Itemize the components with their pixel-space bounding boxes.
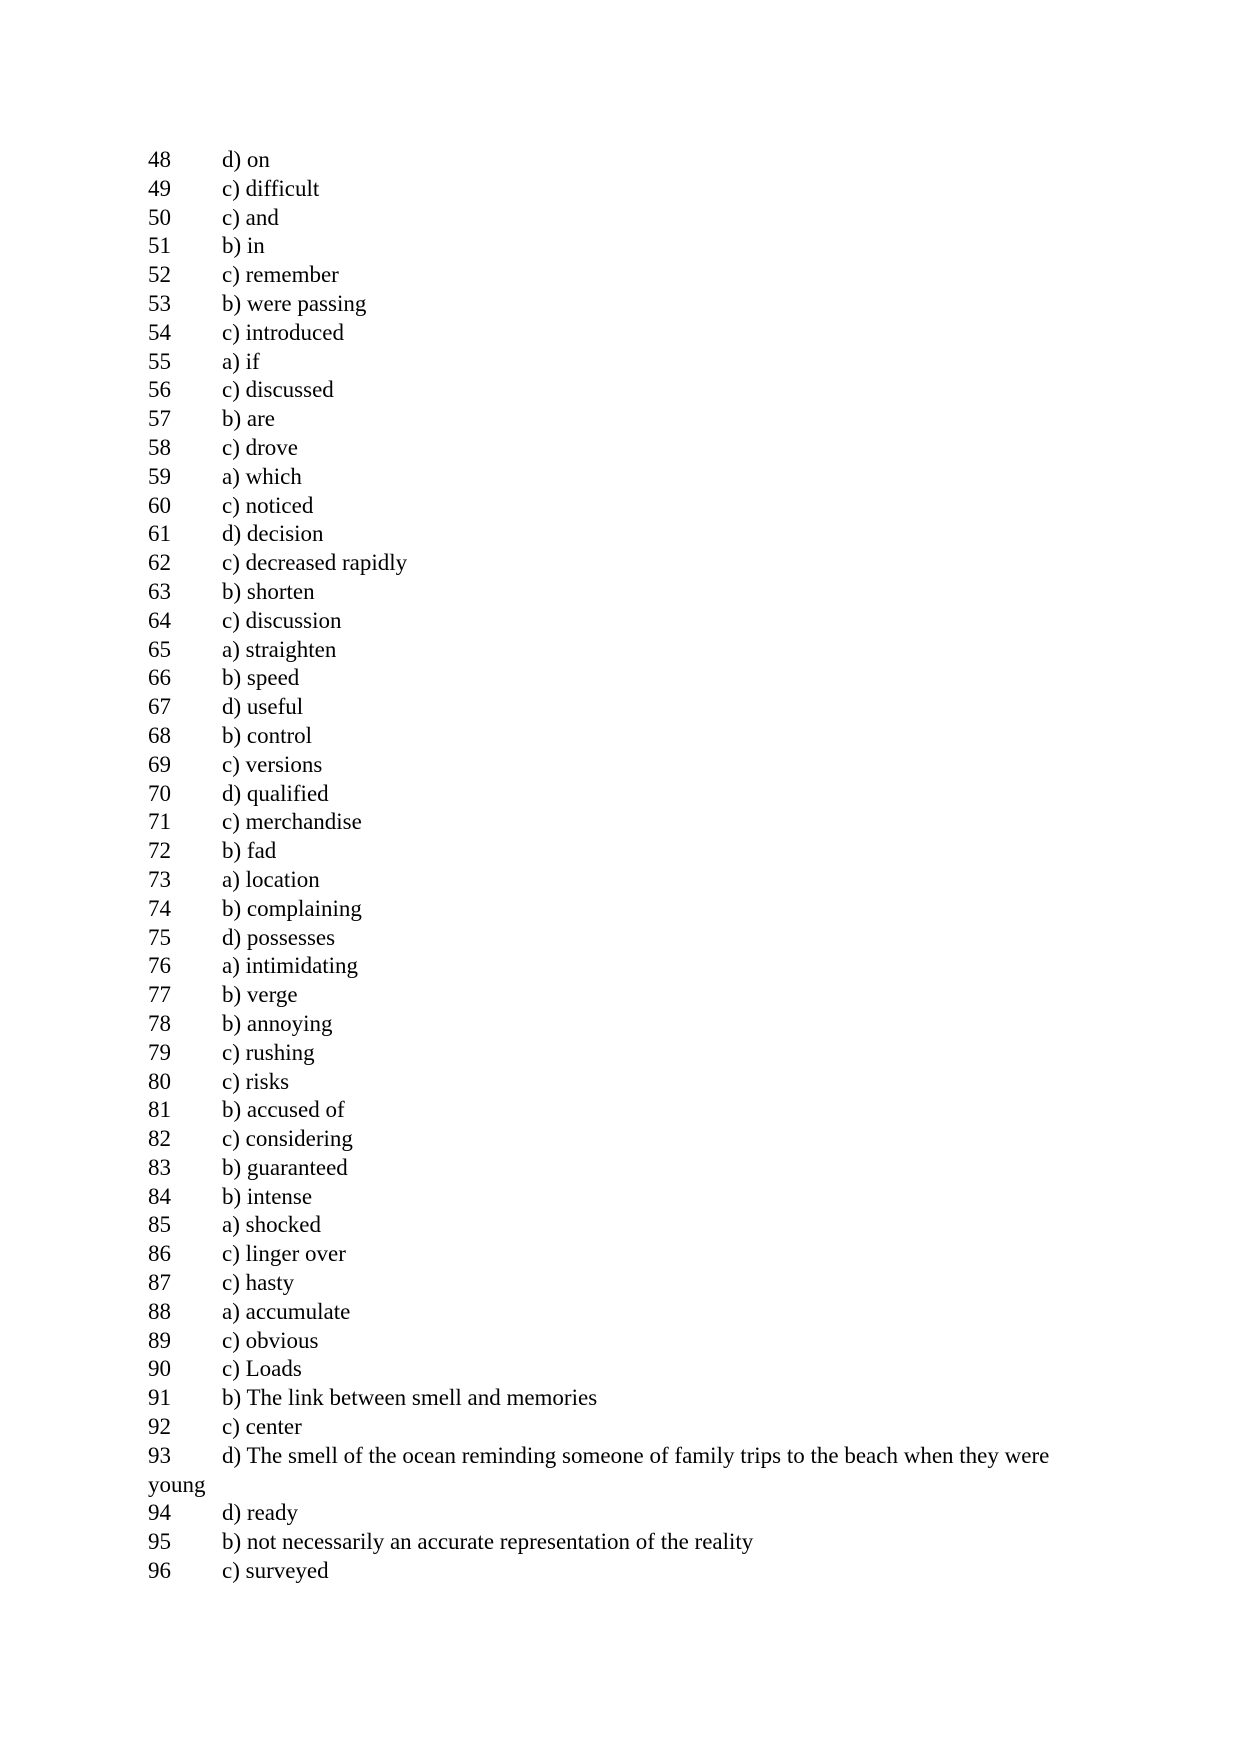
answer-text: b) accused of xyxy=(222,1097,345,1123)
question-number: 54 xyxy=(148,319,171,345)
question-number: 82 xyxy=(148,1126,171,1152)
question-number: 89 xyxy=(148,1327,171,1353)
answer-row xyxy=(148,204,1108,233)
answer-row xyxy=(148,1269,1108,1298)
answer-text: b) speed xyxy=(222,665,300,691)
answer-row xyxy=(148,463,1108,492)
answer-text: a) location xyxy=(222,866,320,892)
answer-row xyxy=(148,780,1108,809)
question-number: 48 xyxy=(148,147,171,172)
answer-row xyxy=(148,636,1108,665)
question-number: 84 xyxy=(148,1183,171,1209)
answer-row xyxy=(148,1528,1108,1557)
answer-text: b) are xyxy=(222,406,275,432)
answer-key-page xyxy=(148,146,1108,1586)
question-number: 80 xyxy=(148,1068,171,1094)
answer-text: b) shorten xyxy=(222,578,315,604)
answer-text: c) drove xyxy=(222,434,298,460)
question-number: 91 xyxy=(148,1385,171,1411)
answer-text: c) obvious xyxy=(222,1327,319,1353)
answer-row xyxy=(148,895,1108,924)
answer-row xyxy=(148,1039,1108,1068)
answer-row xyxy=(148,808,1108,837)
answer-row xyxy=(148,492,1108,521)
answer-text: c) rushing xyxy=(222,1039,315,1065)
answer-text: c) hasty xyxy=(222,1270,295,1296)
question-number: 93 xyxy=(148,1442,171,1468)
answer-row xyxy=(148,1240,1108,1269)
question-number: 90 xyxy=(148,1356,171,1382)
question-number: 71 xyxy=(148,809,171,835)
question-number: 67 xyxy=(148,694,171,720)
question-number: 79 xyxy=(148,1039,171,1065)
question-number: 95 xyxy=(148,1529,171,1555)
answer-row xyxy=(148,146,1108,175)
answer-row xyxy=(148,837,1108,866)
answer-row xyxy=(148,434,1108,463)
answer-text: d) ready xyxy=(222,1500,298,1526)
answer-row xyxy=(148,1442,1108,1500)
question-number: 56 xyxy=(148,377,171,403)
question-number: 78 xyxy=(148,1010,171,1036)
answer-text: c) linger over xyxy=(222,1241,346,1267)
question-number: 69 xyxy=(148,751,171,777)
answer-row xyxy=(148,1557,1108,1586)
answer-text: c) Loads xyxy=(222,1356,302,1382)
answer-row xyxy=(148,1355,1108,1384)
answer-text: c) difficult xyxy=(222,175,320,201)
answer-text: b) complaining xyxy=(222,895,362,921)
question-number: 96 xyxy=(148,1558,171,1584)
answer-text: d) decision xyxy=(222,521,324,547)
answer-row xyxy=(148,952,1108,981)
answer-row xyxy=(148,290,1108,319)
question-number: 83 xyxy=(148,1154,171,1180)
answer-row xyxy=(148,1010,1108,1039)
answer-row xyxy=(148,1298,1108,1327)
answer-text: c) introduced xyxy=(222,319,344,345)
answer-row xyxy=(148,1211,1108,1240)
question-number: 64 xyxy=(148,607,171,633)
answer-text: d) useful xyxy=(222,694,304,720)
answer-text: c) noticed xyxy=(222,492,314,518)
answer-text: c) decreased rapidly xyxy=(222,550,408,576)
question-number: 88 xyxy=(148,1298,171,1324)
answer-text: b) were passing xyxy=(222,290,367,316)
answer-text: d) on xyxy=(222,147,270,172)
answer-text: c) discussion xyxy=(222,607,342,633)
question-number: 77 xyxy=(148,982,171,1008)
answer-row xyxy=(148,1384,1108,1413)
answer-text: a) if xyxy=(222,348,260,374)
question-number: 58 xyxy=(148,434,171,460)
answer-text: a) shocked xyxy=(222,1212,321,1238)
answer-row xyxy=(148,1154,1108,1183)
answer-text: c) risks xyxy=(222,1068,290,1094)
question-number: 50 xyxy=(148,204,171,230)
answer-row xyxy=(148,1183,1108,1212)
question-number: 85 xyxy=(148,1212,171,1238)
answer-text: b) intense xyxy=(222,1183,313,1209)
question-number: 57 xyxy=(148,406,171,432)
question-number: 94 xyxy=(148,1500,171,1526)
answer-row xyxy=(148,1125,1108,1154)
answer-row xyxy=(148,693,1108,722)
answer-row xyxy=(148,924,1108,953)
question-number: 55 xyxy=(148,348,171,374)
question-number: 66 xyxy=(148,665,171,691)
question-number: 53 xyxy=(148,290,171,316)
question-number: 61 xyxy=(148,521,171,547)
question-number: 68 xyxy=(148,722,171,748)
question-number: 76 xyxy=(148,953,171,979)
answer-text: c) surveyed xyxy=(222,1558,329,1584)
question-number: 87 xyxy=(148,1270,171,1296)
answer-row xyxy=(148,1327,1108,1356)
question-number: 81 xyxy=(148,1097,171,1123)
answer-text: b) control xyxy=(222,722,313,748)
answer-text: c) center xyxy=(222,1414,302,1440)
answer-text: c) and xyxy=(222,204,279,230)
answer-row xyxy=(148,405,1108,434)
answer-row xyxy=(148,232,1108,261)
answer-row xyxy=(148,261,1108,290)
answer-row xyxy=(148,348,1108,377)
question-number: 86 xyxy=(148,1241,171,1267)
answer-row xyxy=(148,578,1108,607)
question-number: 62 xyxy=(148,550,171,576)
answer-row xyxy=(148,1096,1108,1125)
answer-text: a) intimidating xyxy=(222,953,359,979)
question-number: 52 xyxy=(148,262,171,288)
answer-text: b) annoying xyxy=(222,1010,333,1036)
answer-row xyxy=(148,866,1108,895)
answer-text: c) remember xyxy=(222,262,339,288)
answer-text: a) straighten xyxy=(222,636,337,662)
answer-text: c) versions xyxy=(222,751,323,777)
answer-row xyxy=(148,664,1108,693)
answer-text: b) not necessarily an accurate representation of the reality xyxy=(222,1529,754,1555)
question-number: 74 xyxy=(148,895,171,921)
question-number: 51 xyxy=(148,233,171,259)
answer-text: b) fad xyxy=(222,838,277,864)
question-number: 49 xyxy=(148,175,171,201)
answer-text: d) qualified xyxy=(222,780,329,806)
answer-row xyxy=(148,722,1108,751)
question-number: 63 xyxy=(148,578,171,604)
question-number: 73 xyxy=(148,866,171,892)
answer-row xyxy=(148,175,1108,204)
answer-text: d) The smell of the ocean reminding someone of family trips to the beach when they were young xyxy=(148,1442,1050,1497)
answer-row xyxy=(148,520,1108,549)
answer-text: c) considering xyxy=(222,1126,353,1152)
question-number: 59 xyxy=(148,463,171,489)
answer-text: b) verge xyxy=(222,982,298,1008)
answer-row xyxy=(148,1413,1108,1442)
answer-row xyxy=(148,1068,1108,1097)
question-number: 75 xyxy=(148,924,171,950)
answer-text: a) accumulate xyxy=(222,1298,351,1324)
answer-text: d) possesses xyxy=(222,924,336,950)
question-number: 92 xyxy=(148,1414,171,1440)
answer-row xyxy=(148,751,1108,780)
answer-text: a) which xyxy=(222,463,302,489)
question-number: 70 xyxy=(148,780,171,806)
answer-row xyxy=(148,1499,1108,1528)
answer-row xyxy=(148,981,1108,1010)
question-number: 60 xyxy=(148,492,171,518)
answer-text: b) The link between smell and memories xyxy=(222,1385,598,1411)
question-number: 65 xyxy=(148,636,171,662)
answer-row xyxy=(148,607,1108,636)
answer-row xyxy=(148,319,1108,348)
answer-text: b) guaranteed xyxy=(222,1154,348,1180)
answer-row xyxy=(148,376,1108,405)
answer-row xyxy=(148,549,1108,578)
answer-text: c) discussed xyxy=(222,377,334,403)
answer-text: c) merchandise xyxy=(222,809,362,835)
answer-text: b) in xyxy=(222,233,265,259)
question-number: 72 xyxy=(148,838,171,864)
